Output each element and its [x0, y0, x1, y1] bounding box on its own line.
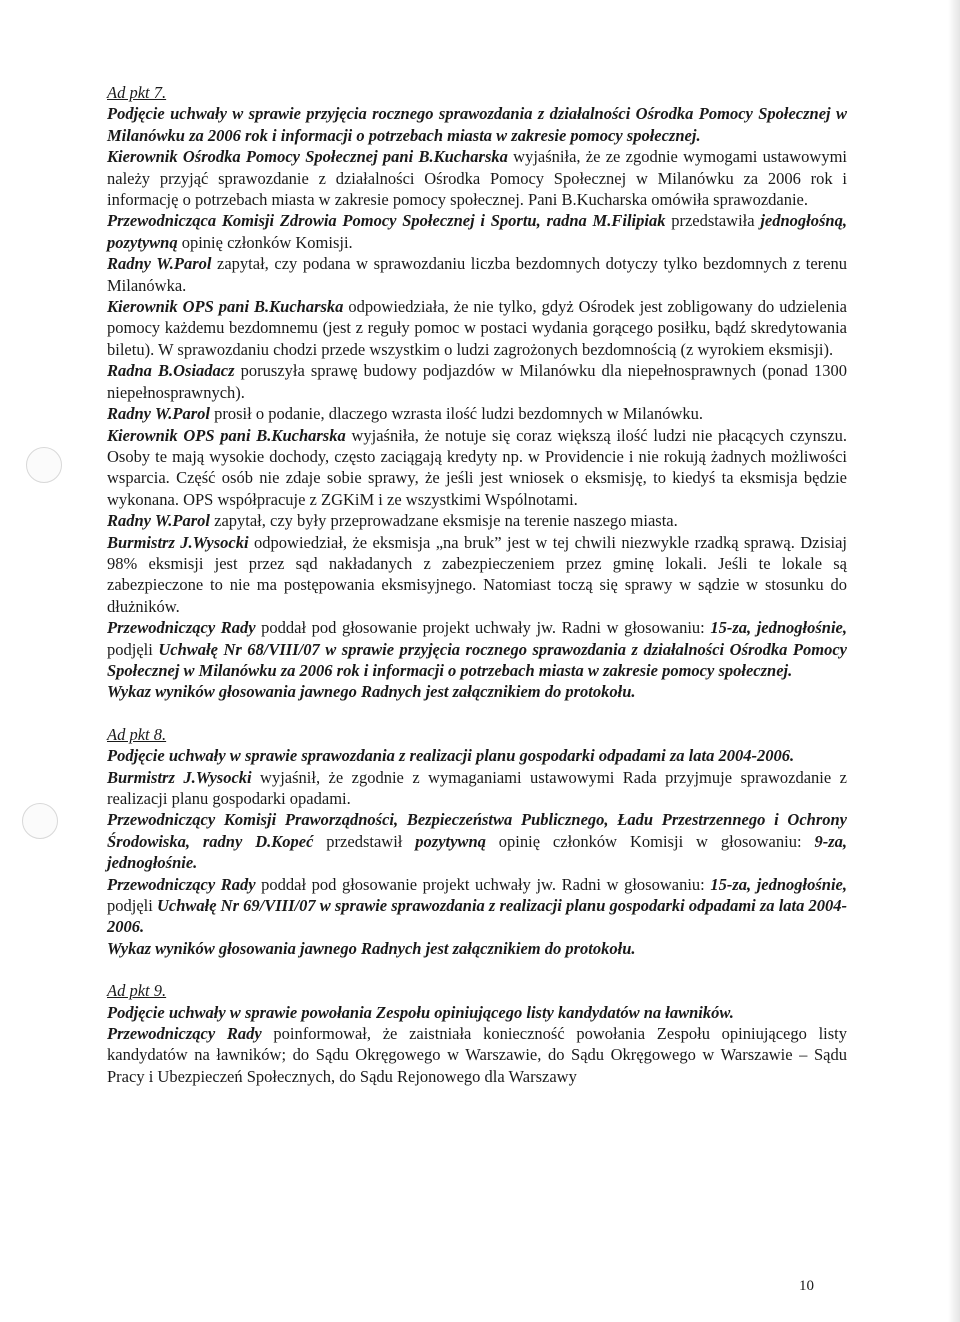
- emphasized-text: Radny W.Parol: [107, 254, 212, 274]
- agenda-section: [107, 82, 847, 703]
- paragraph: [107, 425, 847, 511]
- emphasized-text: Kierownik Ośrodka Pomocy Społecznej pani B.Kucharska: [107, 147, 508, 167]
- paragraph: [107, 938, 847, 959]
- emphasized-text: Przewodnicząca Komisji Zdrowia Pomocy Społecznej i Sportu, radna M.Filipiak: [107, 211, 666, 231]
- text-run: poruszyła sprawę budowy podjazdów w Milanówku dla niepełnosprawnych (ponad 1300 niepełnosprawnych).: [107, 361, 848, 402]
- paragraph: [107, 809, 847, 873]
- emphasized-text: Kierownik OPS pani B.Kucharska: [107, 425, 346, 445]
- agenda-section: [107, 980, 847, 1087]
- paragraph: [107, 617, 847, 681]
- emphasized-text: pozytywną: [415, 831, 486, 851]
- agenda-item-heading: Ad pkt 7.: [107, 83, 167, 102]
- paragraph: [107, 1023, 847, 1087]
- page-edge-shadow: [948, 0, 960, 1322]
- paragraph: [107, 360, 847, 403]
- emphasized-text: jednogłośną, pozytywną: [107, 211, 847, 252]
- paragraph: [107, 874, 847, 938]
- emphasized-text: Uchwałę Nr 69/VIII/07 w sprawie sprawozdania z realizacji planu gospodarki odpadami za lata 2004-2006.: [107, 896, 847, 937]
- page-number: 10: [799, 1278, 814, 1294]
- emphasized-text: Przewodniczący Rady: [107, 874, 256, 894]
- agenda-section: [107, 724, 847, 959]
- text-run: zapytał, czy były przeprowadzane eksmisje na terenie naszego miasta.: [210, 511, 678, 531]
- emphasized-text: Radny W.Parol: [107, 511, 210, 531]
- paragraph: [107, 681, 847, 702]
- paragraph: [107, 296, 847, 360]
- paragraph: [107, 403, 847, 424]
- emphasized-text: Wykaz wyników głosowania jawnego Radnych jest załącznikiem do protokołu.: [107, 682, 636, 702]
- punch-hole: [26, 447, 62, 483]
- text-run: wyjaśniła, że ze zgodnie wymogami ustawowymi należy przyjąć sprawozdanie z działalności Ośrodka Pomocy Społecznej w Milanówku za 2006 rok i informację o potrzebach miasta w zakresie pomocy społecznej. Pani B.Kucharska omówiła sprawozdanie.: [107, 147, 847, 210]
- emphasized-text: Przewodniczący Rady: [107, 1024, 262, 1044]
- paragraph: [107, 146, 847, 210]
- paragraph: [107, 532, 847, 618]
- text-run: opinię członków Komisji w głosowaniu:: [485, 831, 815, 851]
- emphasized-text: 15-za, jednogłośnie,: [710, 874, 847, 894]
- text-run: przedstawił: [313, 831, 416, 851]
- text-run: odpowiedziała, że nie tylko, gdyż Ośrodek jest zobligowany do udzielenia pomocy każdemu bezdomnemu (jest z reguły pomoc w postaci wydania gorącego posiłku, bądź skredytowania biletu). W sprawozdaniu chodzi przede wszystkim o ludzi zagrożonych bezdomnością (z wyrokiem eksmisji).: [107, 297, 848, 359]
- agenda-item-heading: Ad pkt 8.: [107, 724, 167, 744]
- text-run: wyjaśnił, że zgodnie z wymaganiami ustawowymi Rada przyjmuje sprawozdanie z realizacji planu gospodarki opadami.: [107, 767, 847, 808]
- emphasized-text: Burmistrz J.Wysocki: [107, 532, 249, 552]
- text-run: przedstawiła: [665, 211, 761, 231]
- emphasized-text: Radny W.Parol: [107, 404, 210, 424]
- emphasized-text: Przewodniczący Rady: [107, 618, 256, 638]
- resolution-title: Podjęcie uchwały w sprawie sprawozdania z realizacji planu gospodarki odpadami za lata 2004-2006.: [107, 746, 795, 766]
- paragraph: [107, 210, 847, 253]
- emphasized-text: Uchwałę Nr 68/VIII/07 w sprawie przyjęcia rocznego sprawozdania z działalności Ośrodka Pomocy Społecznej w Milanówku za 2006 rok i informacji o potrzebach miasta w zakresie pomocy społecznej.: [107, 639, 847, 680]
- agenda-item-heading: Ad pkt 9.: [107, 981, 167, 1001]
- text-run: poinformował, że zaistniała konieczność powołania Zespołu opiniującego listy kandydatów na ławników; do Sądu Okręgowego w Warszawie, do Sądu Okręgowego w Warszawie – Sądu Pracy i Ubezpieczeń Społecznych, do Sądu Rejonowego dla Warszawy: [107, 1024, 848, 1086]
- text-run: prosił o podanie, dlaczego wzrasta ilość ludzi bezdomnych w Milanówku.: [210, 404, 704, 424]
- text-run: poddał pod głosowanie projekt uchwały jw. Radni w głosowaniu:: [255, 874, 711, 894]
- emphasized-text: Kierownik OPS pani B.Kucharska: [107, 297, 344, 317]
- paragraph: [107, 510, 847, 531]
- resolution-title: Podjęcie uchwały w sprawie przyjęcia rocznego sprawozdania z działalności Ośrodka Pomocy Społecznej w Milanówku za 2006 rok i informacji o potrzebach miasta w zakresie pomocy społecznej.: [107, 104, 847, 145]
- paragraph: [107, 253, 847, 296]
- emphasized-text: 9-za, jednogłośnie.: [107, 831, 847, 873]
- text-run: opinię członków Komisji.: [177, 232, 353, 252]
- emphasized-text: Przewodniczący Komisji Praworządności, Bezpieczeństwa Publicznego, Ładu Przestrzennego i Ochrony Środowiska, radny D.Kopeć: [107, 810, 847, 851]
- paragraph: [107, 767, 847, 810]
- text-run: odpowiedział, że eksmisja „na bruk” jest w tej chwili niezwykle rzadką sprawą. Dzisiaj 98% eksmisji jest przez sąd nakładanych z zabezpieczeniem przez gminę lokali. Jeśli te lokale są zabezpieczone to nie ma postępowania eksmisyjnego. Natomiast toczą się sprawy w sądzie w stosunku do dłużników.: [107, 532, 847, 616]
- text-run: wyjaśniła, że notuje się coraz większą ilość ludzi nie płacących czynszu. Osoby te mają wysokie dochody, często zaciągają kredyty np. w Providencie i nie rokują żadnych możliwości wsparcia. Część osób nie zdaje sobie sprawy, że jeśli jest wniosek o eksmisję, to kiedyś ta eksmisja będzie wykonana. OPS współpracuje z ZGKiM i ze wszystkimi Wspólnotami.: [107, 425, 848, 509]
- text-run: zapytał, czy podana w sprawozdaniu liczba bezdomnych dotyczy tylko bezdomnych z terenu Milanówka.: [107, 254, 847, 295]
- emphasized-text: Radna B.Osiadacz: [107, 361, 235, 381]
- emphasized-text: Burmistrz J.Wysocki: [107, 767, 252, 787]
- text-run: podjęli: [107, 639, 159, 659]
- emphasized-text: Wykaz wyników głosowania jawnego Radnych jest załącznikiem do protokołu.: [107, 938, 636, 958]
- document-body: [107, 82, 847, 1108]
- emphasized-text: 15-za, jednogłośnie,: [710, 618, 847, 638]
- punch-hole: [22, 803, 58, 839]
- resolution-title: Podjęcie uchwały w sprawie powołania Zespołu opiniującego listy kandydatów na ławników.: [107, 1002, 734, 1022]
- text-run: podjęli: [107, 896, 157, 916]
- text-run: poddał pod głosowanie projekt uchwały jw. Radni w głosowaniu:: [255, 618, 711, 638]
